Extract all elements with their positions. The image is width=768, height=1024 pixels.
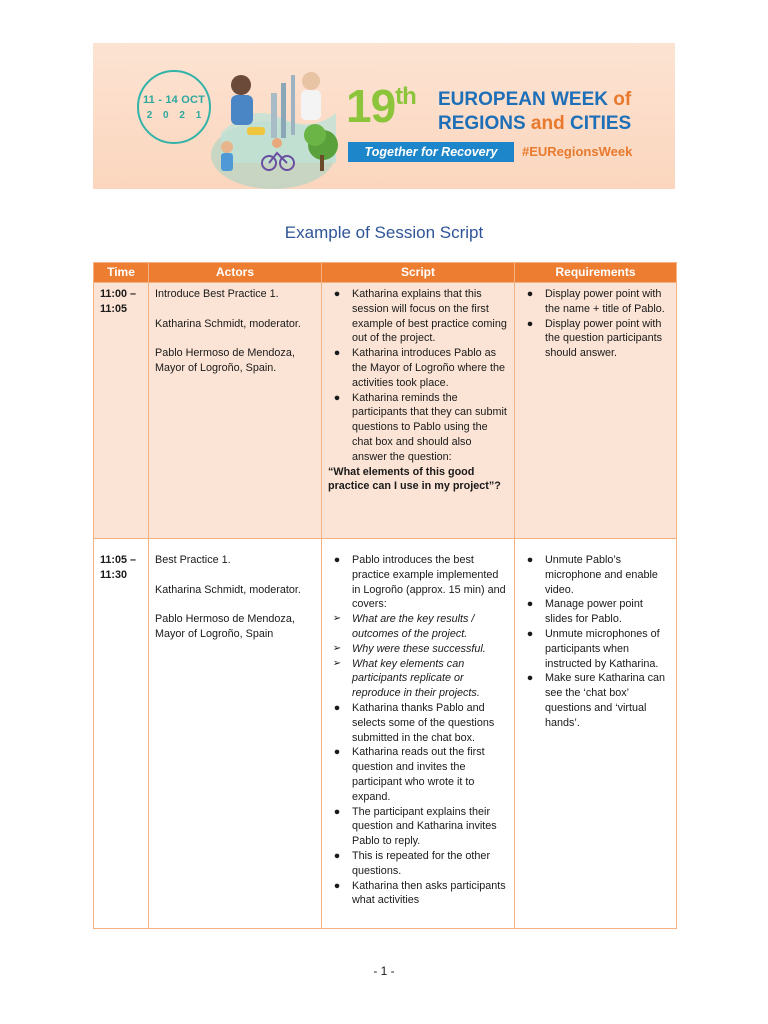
- cell-requirements: [515, 283, 677, 539]
- cell-requirements: [515, 539, 677, 929]
- cell-actors: [149, 283, 322, 539]
- table-row: [94, 539, 677, 929]
- bullet-icon: ●: [333, 849, 341, 862]
- list-item-text: This is repeated for the other questions.: [352, 849, 491, 877]
- list-item-text: Pablo introduces the best practice example implemented in Logroño (approx. 15 min) and covers:: [352, 554, 506, 611]
- date-range: 11 - 14 OCT: [142, 93, 206, 106]
- banner-title-part: CITIES: [569, 113, 632, 134]
- list-item-text: Why were these successful.: [352, 642, 486, 655]
- bullet-icon: ●: [333, 701, 341, 714]
- table-header-row: [94, 263, 677, 283]
- banner-collage-image: [211, 63, 341, 189]
- list-item-text: Make sure Katharina can see the ‘chat box’ questions and ‘virtual hands’.: [545, 672, 666, 729]
- actor-line: Best Practice 1.: [155, 554, 231, 566]
- list-item-text: Manage power point slides for Pablo.: [545, 598, 643, 626]
- bullet-icon: ●: [526, 672, 534, 685]
- list-item-text: What are the key results / outcomes of the project.: [352, 613, 475, 640]
- banner-title-part: and: [525, 113, 570, 134]
- cell-time: 11:05 – 11:30: [94, 539, 149, 929]
- banner-tagline: Together for Recovery: [348, 142, 514, 162]
- arrow-bullet-icon: ➢: [332, 657, 342, 669]
- bullet-icon: ●: [333, 746, 341, 759]
- banner-hashtag: #EURegionsWeek: [522, 144, 633, 159]
- list-item: [328, 879, 508, 909]
- header-actors: Actors: [149, 263, 322, 283]
- list-item: [328, 391, 508, 465]
- bullet-icon: ●: [526, 317, 534, 330]
- arrow-bullet-icon: ➢: [332, 642, 342, 654]
- list-item: [521, 287, 670, 317]
- list-item: [521, 671, 670, 730]
- page-number: - 1 -: [373, 964, 395, 978]
- list-item: [328, 701, 508, 745]
- bullet-icon: ●: [333, 347, 341, 360]
- arrow-bullet-icon: ➢: [332, 613, 342, 625]
- list-subitem: [328, 657, 508, 701]
- actor-line: Katharina Schmidt, moderator.: [155, 583, 301, 596]
- actor-line: Introduce Best Practice 1.: [155, 288, 279, 300]
- document-title: Example of Session Script: [284, 223, 484, 242]
- list-item: [521, 553, 670, 597]
- bullet-icon: ●: [526, 598, 534, 611]
- bullet-icon: ●: [526, 554, 534, 566]
- header-time: Time: [94, 263, 149, 283]
- date-year: 2 0 2 1: [146, 109, 206, 121]
- list-subitem: [328, 612, 508, 642]
- list-item: [521, 317, 670, 361]
- list-item-text: The participant explains their question and Katharina invites Pablo to reply.: [352, 805, 497, 848]
- bullet-icon: ●: [333, 554, 341, 566]
- banner-title-line-1: [438, 90, 631, 109]
- cell-script: [322, 283, 515, 539]
- list-item: [521, 627, 670, 671]
- list-item: [328, 849, 508, 879]
- list-item: [328, 346, 508, 390]
- date-badge: [137, 70, 211, 144]
- cell-actors: [149, 539, 322, 929]
- list-item-text: Katharina explains that this session will focus on the first example of best practice coming out of the project.: [352, 288, 507, 345]
- list-item-text: Katharina reminds the participants that they can submit questions to Pablo using the chat box and should also answer the question:: [352, 391, 507, 463]
- event-banner: [93, 43, 675, 189]
- table-row: [94, 283, 677, 539]
- cell-script: [322, 539, 515, 929]
- banner-title-part: REGIONS: [438, 113, 526, 134]
- edition-digits: 19: [346, 80, 396, 132]
- list-item-text: Katharina then asks participants what activities: [352, 879, 506, 907]
- bullet-icon: ●: [526, 627, 534, 640]
- bullet-icon: ●: [333, 805, 341, 818]
- list-item-text: Unmute microphones of participants when instructed by Katharina.: [545, 627, 660, 670]
- list-item-text: Unmute Pablo’s microphone and enable video.: [545, 554, 658, 596]
- key-question: “What elements of this good practice can I use in my project”?: [328, 465, 501, 493]
- edition-suffix: th: [395, 83, 416, 110]
- list-item: [328, 805, 508, 849]
- cell-time: 11:00 – 11:05: [94, 283, 149, 539]
- list-item: [521, 597, 670, 627]
- banner-title-part: of: [607, 89, 632, 110]
- edition-number: [346, 80, 416, 132]
- list-item-text: Display power point with the question participants should answer.: [545, 317, 663, 360]
- bullet-icon: ●: [526, 288, 534, 300]
- bullet-icon: ●: [333, 391, 341, 404]
- list-item-text: Display power point with the name + title of Pablo.: [545, 288, 665, 315]
- header-script: Script: [322, 263, 515, 283]
- list-item-text: Katharina thanks Pablo and selects some of the questions submitted in the chat box.: [352, 701, 495, 744]
- list-item: [328, 553, 508, 612]
- list-item: [328, 287, 508, 346]
- actor-line: Pablo Hermoso de Mendoza, Mayor of Logroño, Spain.: [155, 347, 295, 374]
- list-item-text: Katharina introduces Pablo as the Mayor of Logroño where the activities took place.: [352, 347, 506, 389]
- list-subitem: [328, 642, 508, 657]
- banner-title-part: EUROPEAN WEEK: [438, 89, 608, 110]
- session-script-table: [93, 262, 677, 929]
- bullet-icon: ●: [333, 879, 341, 892]
- list-item-text: Katharina reads out the first question and invites the participant who wrote it to expand.: [352, 746, 485, 803]
- list-item-text: What key elements can participants replicate or reproduce in their projects.: [352, 657, 480, 700]
- bullet-icon: ●: [333, 288, 341, 300]
- actor-line: Pablo Hermoso de Mendoza, Mayor of Logroño, Spain: [155, 613, 295, 640]
- actor-line: Katharina Schmidt, moderator.: [155, 317, 301, 330]
- list-item: [328, 745, 508, 804]
- banner-title-line-2: [438, 114, 631, 133]
- header-requirements: Requirements: [515, 263, 677, 283]
